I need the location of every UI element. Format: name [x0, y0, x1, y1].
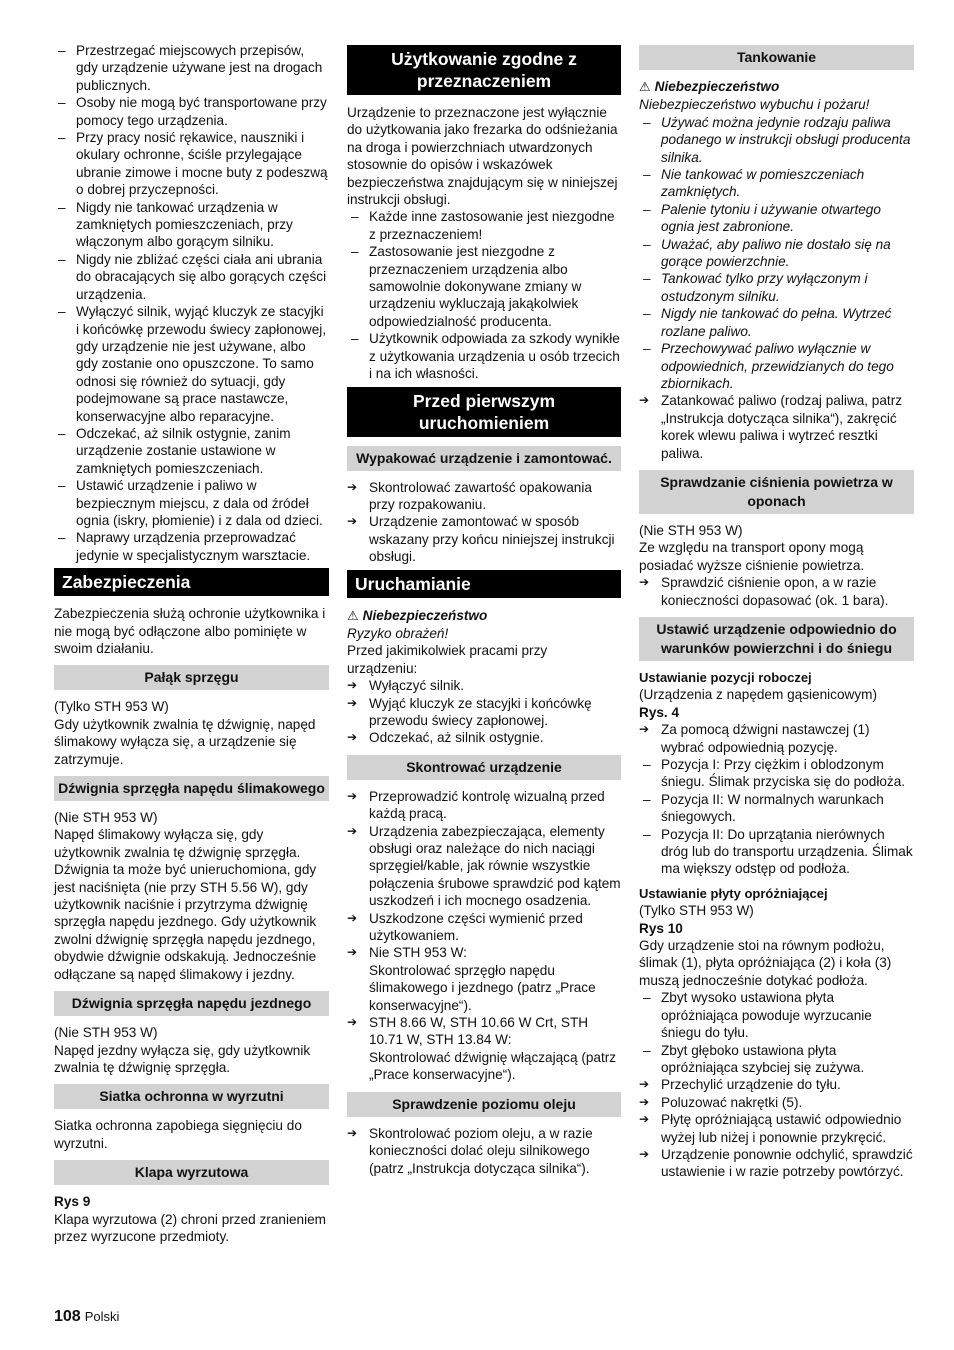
list-item: – Nigdy nie tankować do pełna. Wytrzeć rozlane paliwo.: [639, 305, 914, 340]
list-item: – Przechowywać paliwo wyłącznie w odpowiednich, przewidzianych do tego zbiornikach.: [639, 340, 914, 392]
list-item: – Zbyt wysoko ustawiona płyta opróżniająca powoduje wyrzucanie śniegu do tyłu.: [639, 989, 914, 1041]
paragraph: Urządzenie to przeznaczone jest wyłącznie do użytkowania jako frezarka do odśnieżania na droga i powierzchniach utwardzonych stosownie do opisów i wskazówek bezpieczeństwa znajdującym się w niniejszej instrukcji obsługi.: [347, 105, 618, 208]
paragraph: Ze względu na transport opony mogą posiadać wyższe ciśnienie powietrza.: [639, 540, 865, 573]
column-middle: [347, 42, 621, 1177]
action-item: ➔ Urządzenia zabezpieczająca, elementy obsługi oraz należące do nich naciągi sprzęgieł/kable, jak równie wszystkie połączenia śrubowe sprawdzić pod kątem uszkodzeń i ich mocnego osadzenia.: [347, 823, 621, 910]
paragraph: Przed jakimikolwiek pracami przy urządzeniu:: [347, 643, 548, 676]
list-item: – Nigdy nie zbliżać części ciała ani ubrania do obracających się albo gorących części urządzenia.: [54, 251, 329, 303]
list-item: – Odczekać, aż silnik ostygnie, zanim urządzenie zostanie ustawione w zamkniętych pomieszczeniach.: [54, 425, 329, 477]
paragraph: Napęd jezdny wyłącza się, gdy użytkownik zwalnia tę dźwignię sprzęgła.: [54, 1042, 311, 1075]
action-item: ➔ Sprawdzić ciśnienie opon, a w razie konieczności dopasować (ok. 1 bara).: [639, 574, 914, 609]
action-item: ➔ Uszkodzone części wymienić przed użytkowaniem.: [347, 910, 621, 945]
action-item: ➔ Poluzować nakrętki (5).: [639, 1094, 914, 1111]
list-item: – Nie tankować w pomieszczeniach zamkniętych.: [639, 166, 914, 201]
list-item: – Osoby nie mogą być transportowane przy pomocy tego urządzenia.: [54, 94, 329, 129]
list-item: – Wyłączyć silnik, wyjąć kluczyk ze stacyjki i końcówkę przewodu świecy zapłonowej, gdy urządzenie nie jest używane, albo gdy zostanie ono opuszczone. To samo odnosi się również do sytuacji, gdy podejmowane są prace nastawcze, konserwacyjne albo reparacyjne.: [54, 303, 329, 425]
action-item: ➔ Przeprowadzić kontrolę wizualną przed każdą pracą.: [347, 788, 621, 823]
subheading-dzwignia-jezd: Dźwignia sprzęgła napędu jezdnego: [54, 991, 329, 1016]
list-item: – Pozycja II: W normalnych warunkach śniegowych.: [639, 791, 914, 826]
warning-triangle-icon: ⚠: [347, 608, 359, 624]
action-item: ➔ Płytę opróżniającą ustawić odpowiednio wyżej lub niżej i ponownie przykręcić.: [639, 1111, 914, 1146]
list-item: – Przestrzegać miejscowych przepisów, gdy urządzenie używane jest na drogach publicznych.: [54, 42, 329, 94]
subheading-siatka: Siatka ochronna w wyrzutni: [54, 1084, 329, 1109]
list-item: – Nigdy nie tankować urządzenia w zamkniętych pomieszczeniach, przy włączonym albo gorącym silniku.: [54, 199, 329, 251]
list-item: – Zastosowanie jest niezgodne z przeznaczeniem urządzenia albo samowolnie dokonywane zmiany w urządzeniu wykluczają jakąkolwiek odpowiedzialność producenta.: [347, 243, 621, 330]
figure-ref: Rys 10: [639, 920, 683, 936]
paragraph: Gdy użytkownik zwalnia tę dźwignię, napęd ślimakowy wyłącza się, a urządzenie się zatrzymuje.: [54, 716, 316, 767]
list-item: – Tankować tylko przy wyłączonym i ostudzonym silniku.: [639, 270, 914, 305]
model-note: (Tylko STH 953 W): [54, 699, 169, 715]
list-item: – Przy pracy nosić rękawice, nauszniki i okulary ochronne, ściśle przylegające ubranie zimowe i mocne buty z podeszwą o dobrej przyczepności.: [54, 129, 329, 199]
action-item: ➔ Wyłączyć silnik.: [347, 677, 621, 694]
section-heading-przed: Przed pierwszym uruchomieniem: [347, 387, 621, 437]
action-item: ➔ Przechylić urządzenie do tyłu.: [639, 1076, 914, 1093]
subheading-klapa: Klapa wyrzutowa: [54, 1160, 329, 1185]
page-language: Polski: [84, 1309, 120, 1324]
subheading-olej: Sprawdzenie poziomu oleju: [347, 1092, 621, 1117]
section-heading-zabezpieczenia: Zabezpieczenia: [54, 568, 329, 596]
subheading-dzwignia-slimak: Dźwignia sprzęgła napędu ślimakowego: [54, 776, 329, 801]
list-item: – Pozycja II: Do uprzątania nierównych dróg lub do transportu urządzenia. Ślimak ma większy odstęp od podłoża.: [639, 826, 914, 878]
list-item: – Użytkownik odpowiada za szkody wynikłe z użytkowania urządzenia u osób trzecich i na ich własności.: [347, 330, 621, 382]
figure-ref: Rys. 4: [639, 704, 680, 720]
subheading-wypakowac: Wypakować urządzenie i zamontować.: [347, 446, 621, 471]
action-subtext: Skontrolować dźwignię włączającą (patrz „Prace konserwacyjne“).: [369, 1049, 617, 1083]
warning-sub: Ryzyko obrażeń!: [347, 625, 449, 641]
paragraph-title: Ustawianie pozycji roboczej: [639, 669, 812, 685]
paragraph: Klapa wyrzutowa (2) chroni przed zranieniem przez wyrzucone przedmioty.: [54, 1211, 326, 1244]
list-item: – Każde inne zastosowanie jest niezgodne z przeznaczeniem!: [347, 208, 621, 243]
action-item: ➔ Za pomocą dźwigni nastawczej (1) wybrać odpowiednią pozycję.: [639, 721, 914, 756]
page-footer: [54, 1308, 119, 1325]
action-item: ➔ Skontrolować zawartość opakowania przy rozpakowaniu.: [347, 479, 621, 514]
action-item: ➔ Urządzenie ponownie odchylić, sprawdzić ustawienie i w razie potrzeby powtórzyć.: [639, 1146, 914, 1181]
subheading-opony: Sprawdzanie ciśnienia powietrza w oponach: [639, 470, 914, 514]
warning-triangle-icon: ⚠: [639, 80, 651, 95]
section-heading-uruchamianie: Uruchamianie: [347, 570, 621, 598]
subheading-palak: Pałąk sprzęgu: [54, 665, 329, 690]
action-item: ➔ Zatankować paliwo (rodzaj paliwa, patrz „Instrukcja dotycząca silnika“), zakręcić korek wlewu paliwa i wytrzeć resztki paliwa.: [639, 392, 914, 462]
paragraph-title: Ustawianie płyty opróżniającej: [639, 885, 828, 901]
figure-ref: Rys 9: [54, 1194, 91, 1210]
page-number: 108: [54, 1308, 81, 1325]
action-item: ➔ Odczekać, aż silnik ostygnie.: [347, 729, 621, 746]
list-item: – Naprawy urządzenia przeprowadzać jedynie w specjalistycznym warsztacie.: [54, 529, 329, 564]
subheading-ustawic: Ustawić urządzenie odpowiednio do warunków powierzchni i do śniegu: [639, 617, 914, 661]
list-item: – Pozycja I: Przy ciężkim i oblodzonym śniegu. Ślimak przyciska się do podłoża.: [639, 756, 914, 791]
warning-label: ⚠ Niebezpieczeństwo: [639, 79, 780, 95]
paragraph: Napęd ślimakowy wyłącza się, gdy użytkownik zwalnia tę dźwignię sprzęgła. Dźwignia ta może być unieruchomiona, gdy jest naciśnięta (nie przy STH 5.56 W), gdy użytkownik naciśnie i przytrzyma dźwignię sprzęgła napędu jezdnego. Gdy użytkownik zwolni dźwignię sprzęgła napędu jezdnego, obydwie dźwignie odskakują. Jednocześnie odłączane są napęd ślimakowy i jezdny.: [54, 827, 317, 982]
paragraph: Gdy urządzenie stoi na równym podłożu, ślimak (1), płyta opróżniająca (2) i koła (3) muszą jednocześnie dotykać podłoża.: [639, 938, 892, 988]
subheading-skontrowac: Skontrować urządzenie: [347, 755, 621, 780]
subheading-tankowanie: Tankowanie: [639, 45, 914, 70]
list-item: – Zbyt głęboko ustawiona płyta opróżniająca szybciej się zużywa.: [639, 1042, 914, 1077]
action-item: ➔ Wyjąć kluczyk ze stacyjki i końcówkę przewodu świecy zapłonowej.: [347, 695, 621, 730]
warning-sub: Niebezpieczeństwo wybuchu i pożaru!: [639, 97, 870, 113]
column-left: [54, 42, 329, 1245]
column-right: [639, 42, 914, 1181]
action-subtext: Skontrolować sprzęgło napędu ślimakowego i jezdnego (patrz „Prace konserwacyjne“).: [369, 962, 596, 1013]
list-item: – Ustawić urządzenie i paliwo w bezpiecznym miejscu, z dala od źródeł ognia (iskry, płomienie) i z dala od dzieci.: [54, 477, 329, 529]
warning-label: ⚠ Niebezpieczeństwo: [347, 607, 488, 624]
paragraph: Zabezpieczenia służą ochronie użytkownika i nie mogą być odłączone albo pominięte w swoim działaniu.: [54, 606, 326, 656]
action-item: ➔ Skontrolować poziom oleju, a w razie konieczności dolać oleju silnikowego (patrz „Instrukcja dotycząca silnika“).: [347, 1125, 621, 1177]
list-item: – Używać można jedynie rodzaju paliwa podanego w instrukcji obsługi producenta silnika.: [639, 114, 914, 166]
paragraph: Siatka ochronna zapobiega sięgnięciu do wyrzutni.: [54, 1118, 302, 1151]
section-heading-uzytkowanie: Użytkowanie zgodne z przeznaczeniem: [347, 45, 621, 95]
model-note: (Tylko STH 953 W): [639, 903, 754, 919]
action-item: ➔ Nie STH 953 W:: [347, 944, 621, 961]
list-item: – Palenie tytoniu i używanie otwartego ognia jest zabronione.: [639, 201, 914, 236]
list-item: – Uważać, aby paliwo nie dostało się na gorące powierzchnie.: [639, 236, 914, 271]
model-note: (Nie STH 953 W): [54, 1025, 158, 1041]
model-note: (Urządzenia z napędem gąsienicowym): [639, 687, 877, 703]
action-item: ➔ Urządzenie zamontować w sposób wskazany przy końcu niniejszej instrukcji obsługi.: [347, 513, 621, 565]
action-item: ➔ STH 8.66 W, STH 10.66 W Crt, STH 10.71 W, STH 13.84 W:: [347, 1014, 621, 1049]
model-note: (Nie STH 953 W): [54, 810, 158, 826]
model-note: (Nie STH 953 W): [639, 522, 743, 538]
